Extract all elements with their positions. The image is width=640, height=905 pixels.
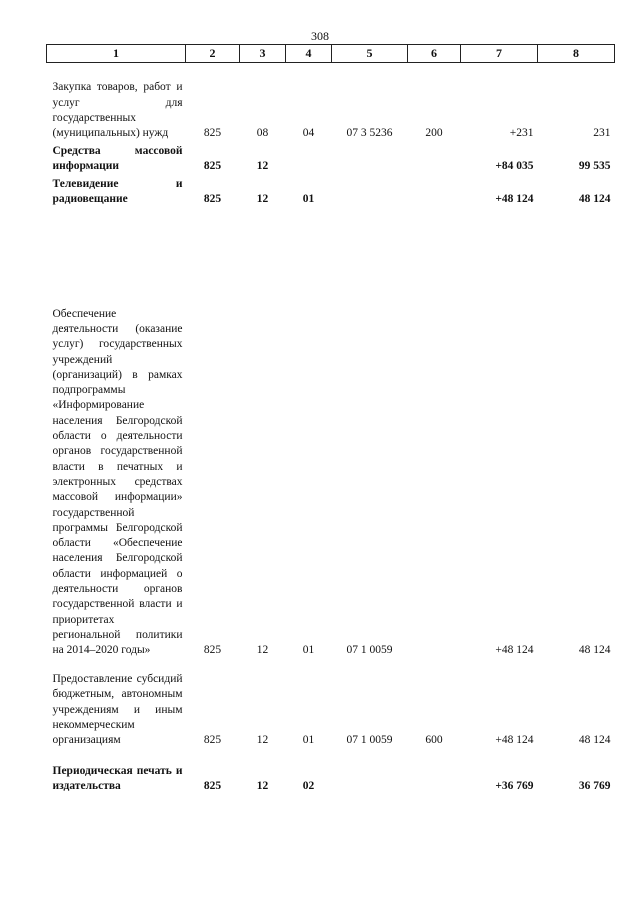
expense-type-code [408, 749, 461, 795]
change-amount: +48 124 [495, 193, 534, 206]
section-code: 12 [256, 780, 269, 793]
section-code: 12 [256, 734, 269, 747]
change-amount: +48 124 [495, 644, 534, 657]
table-row [47, 142, 615, 175]
column-header: 3 [240, 45, 286, 63]
column-header: 4 [286, 45, 332, 63]
total-amount: 48 124 [578, 644, 611, 657]
section-code: 08 [256, 127, 269, 140]
row-description: Телевидение и радиовещание [52, 177, 183, 206]
expense-type-code [408, 142, 461, 175]
subsection-code: 01 [302, 193, 315, 206]
section-code: 12 [256, 160, 269, 173]
subsection-code [286, 142, 332, 175]
column-header: 6 [408, 45, 461, 63]
row-description: Обеспечение деятельности (оказание услуг) государственных учреждений (организаций) в рамках подпрограммы «Информирование населения Белгородской области о деятельности органов государственной власти в печатных и электронных средствах массовой информации» государственной программы Белгородской области «Обеспечение населения Белгородской области информацией о деятельности органов государственной власти и приоритетах региональной политики на 2014–2020 годы» [52, 307, 183, 657]
change-amount: +48 124 [495, 734, 534, 747]
row-description: Предоставление субсидий бюджетным, автономным учреждениям и иным некоммерческим организациям [52, 673, 183, 747]
subsection-code: 02 [302, 780, 315, 793]
ministry-code: 825 [203, 193, 222, 206]
target-article-code: 07 1 0059 [346, 644, 393, 657]
target-article-code [332, 749, 408, 795]
section-code: 12 [256, 644, 269, 657]
expense-type-code: 200 [425, 127, 443, 140]
expense-type-code: 600 [425, 734, 443, 747]
total-amount: 99 535 [578, 160, 611, 173]
ministry-code: 825 [203, 644, 222, 657]
subsection-code: 04 [302, 127, 315, 140]
target-article-code [332, 175, 408, 208]
ministry-code: 825 [203, 780, 222, 793]
target-article-code: 07 3 5236 [346, 127, 393, 140]
column-header: 1 [47, 45, 186, 63]
column-header: 7 [461, 45, 538, 63]
page-number: 308 [311, 29, 329, 43]
total-amount: 36 769 [578, 780, 611, 793]
total-amount: 48 124 [578, 734, 611, 747]
table-row [47, 749, 615, 795]
subsection-code: 01 [302, 734, 315, 747]
section-code: 12 [256, 193, 269, 206]
ministry-code: 825 [203, 127, 222, 140]
row-description: Закупка товаров, работ и услуг для государственных (муниципальных) нужд [52, 81, 183, 140]
column-header: 5 [332, 45, 408, 63]
total-amount: 231 [593, 127, 611, 140]
target-article-code [332, 142, 408, 175]
column-header: 8 [538, 45, 615, 63]
budget-table [46, 44, 615, 795]
subsection-code: 01 [302, 644, 315, 657]
table-row [47, 659, 615, 749]
row-description: Периодическая печать и издательства [52, 764, 183, 793]
expense-type-code [408, 175, 461, 208]
target-article-code: 07 1 0059 [346, 734, 393, 747]
change-amount: +36 769 [495, 780, 534, 793]
table-row [47, 63, 615, 142]
expense-type-code [408, 208, 461, 659]
table-header-row [47, 45, 615, 63]
ministry-code: 825 [203, 734, 222, 747]
change-amount: +231 [509, 127, 534, 140]
table-row [47, 208, 615, 659]
row-description: Средства массовой информации [52, 144, 183, 173]
table-row [47, 175, 615, 208]
column-header: 2 [186, 45, 240, 63]
change-amount: +84 035 [495, 160, 534, 173]
total-amount: 48 124 [578, 193, 611, 206]
ministry-code: 825 [203, 160, 222, 173]
